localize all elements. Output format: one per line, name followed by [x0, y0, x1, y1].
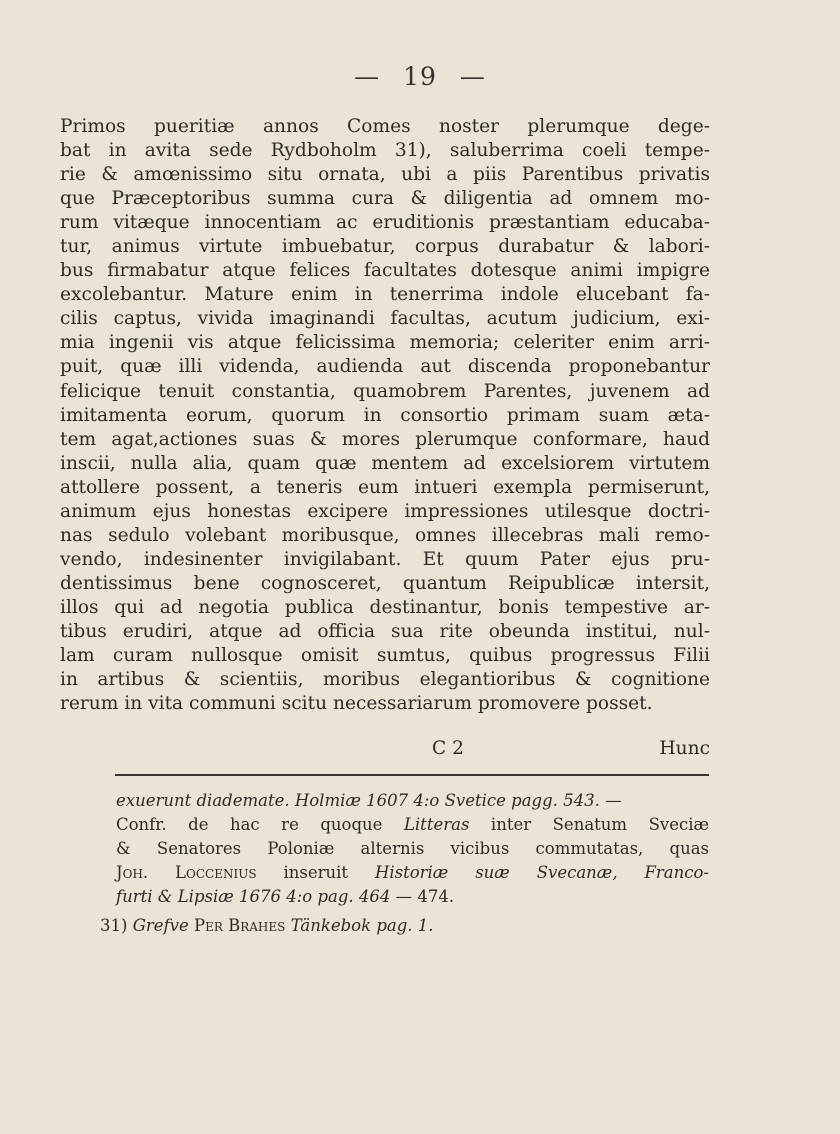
footnote-line — [116, 789, 709, 813]
footnote-text: exuerunt diademate. Holmiæ 1607 4:o Svetice pagg. 543. — [116, 791, 600, 810]
text-line: bus firmabatur atque felices facultates dotesque animi impigre — [60, 260, 710, 282]
footnote-text: inter Senatum Sveciæ — [490, 815, 709, 834]
footnote-text: inseruit — [283, 863, 349, 882]
text-line: rum vitæque innocentiam ac eruditionis præstantiam educaba- — [60, 212, 710, 234]
header-dash-left: — — [354, 62, 381, 91]
signature-line — [60, 738, 710, 764]
main-paragraph — [60, 115, 710, 716]
text-line: lam curam nullosque omisit sumtus, quibus progressus Filii — [60, 645, 710, 667]
footnote-31 — [100, 914, 709, 938]
text-line: tur, animus virtute imbuebatur, corpus durabatur & labori- — [60, 236, 710, 258]
footnote-text: Historiæ suæ Svecanæ, Franco- — [374, 863, 710, 882]
text-line: que Præceptoribus summa cura & diligentia ad omnem mo- — [60, 188, 710, 210]
text-line: excolebantur. Mature enim in tenerrima indole elucebant fa- — [60, 284, 710, 306]
footnote-continued — [116, 789, 709, 909]
text-line: in artibus & scientiis, moribus elegantioribus & cognitione — [60, 669, 710, 691]
footnote-text: Litteras — [403, 815, 470, 834]
footnote-marker: 31) — [100, 916, 128, 935]
text-line: Primos pueritiæ annos Comes noster plerumque dege- — [60, 116, 710, 137]
footnote-text: Confr. de hac re quoque — [116, 815, 383, 834]
text-line: mia ingenii vis atque felicissima memoria; celeriter enim arri- — [60, 332, 710, 354]
footnote-rule — [115, 774, 709, 776]
text-line: rie & amœnissimo situ ornata, ubi a piis Parentibus privatis — [60, 164, 710, 186]
signature-mark: C 2 — [432, 738, 464, 759]
text-line: felicique tenuit constantia, quamobrem Parentes, juvenem ad — [60, 380, 710, 402]
footnote-text: furti & Lipsiæ 1676 4:o pag. 464 — [116, 887, 391, 906]
page-header — [0, 62, 840, 91]
text-line: bat in avita sede Rydboholm 31), saluberrima coeli tempe- — [60, 140, 710, 162]
text-line: tem agat,actiones suas & mores plerumque conformare, haud — [60, 428, 710, 450]
text-line: puit, quæ illi videnda, audienda aut discenda proponebantur — [60, 356, 710, 378]
header-dash-right: — — [459, 62, 486, 91]
footnote-line — [116, 885, 709, 909]
text-line: cilis captus, vivida imaginandi facultas, acutum judicium, exi- — [60, 308, 710, 330]
footnote-text: — — [605, 791, 622, 810]
footnote-author: Per Brahes — [193, 916, 286, 935]
catchword: Hunc — [659, 738, 710, 759]
text-line: attollere possent, a teneris eum intueri exempla permiserunt, — [60, 476, 710, 498]
text-line: dentissimus bene cognosceret, quantum Reipublicæ intersit, — [60, 572, 710, 594]
text-line: vendo, indesinenter invigilabant. Et quum Pater ejus pru- — [60, 548, 710, 570]
footnote-line — [116, 861, 709, 885]
footnote-text: Tänkebok pag. 1. — [290, 916, 434, 935]
text-line: rerum in vita communi scitu necessariarum promovere posset. — [60, 693, 653, 715]
text-line: illos qui ad negotia publica destinantur, bonis tempestive ar- — [60, 596, 710, 618]
text-line: inscii, nulla alia, quam quæ mentem ad excelsiorem virtutem — [60, 452, 710, 474]
text-line: imitamenta eorum, quorum in consortio primam suam æta- — [60, 404, 710, 426]
text-line: animum ejus honestas excipere impressiones utilesque doctri- — [60, 500, 710, 522]
page-number: 19 — [403, 62, 437, 91]
footnote-line: & Senatores Poloniæ alternis vicibus commutatas, quas — [116, 839, 709, 858]
text-line: nas sedulo volebant moribusque, omnes illecebras mali remo- — [60, 524, 710, 546]
footnote-line — [116, 813, 709, 837]
footnote-text: — 474. — [395, 887, 455, 906]
footnote-text: Grefve — [132, 916, 189, 935]
footnote-author: Joh. Loccenius — [116, 863, 257, 882]
text-line: tibus erudiri, atque ad officia sua rite obeunda institui, nul- — [60, 620, 710, 642]
